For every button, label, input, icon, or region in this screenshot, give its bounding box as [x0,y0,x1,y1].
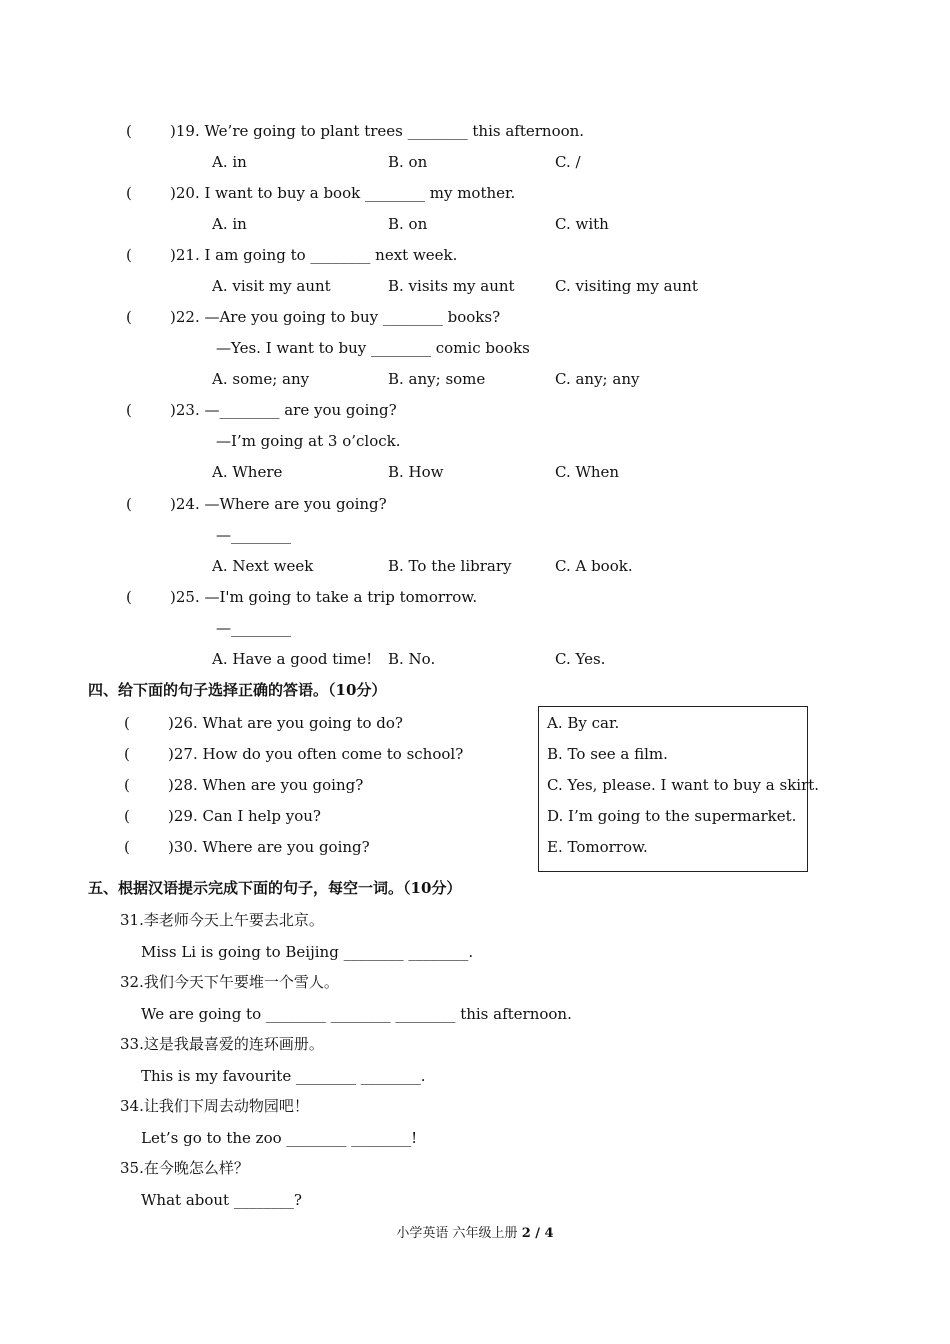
question-stem: )24. —Where are you going? [170,495,387,513]
chinese-prompt: 35.在今晚怎么样？ [120,1159,249,1177]
match-question: )26. What are you going to do? [168,714,403,732]
question-subline: —I’m going at 3 o’clock. [216,432,401,450]
answer-option: B. To see a film. [547,745,668,763]
question-stem: )25. —I'm going to take a trip tomorrow. [170,588,478,606]
answer-paren: ( [124,776,130,794]
english-sentence: This is my favourite ________ ________. [141,1067,426,1085]
match-question: )30. Where are you going? [168,838,370,856]
chinese-prompt: 33.这是我最喜爱的连环画册。 [120,1035,324,1053]
answer-paren: ( [126,122,132,140]
answer-paren: ( [126,184,132,202]
question-subline: —Yes. I want to buy ________ comic books [216,339,530,357]
answer-paren: ( [126,495,132,513]
answer-option: E. Tomorrow. [547,838,648,856]
answer-option: D. I’m going to the supermarket. [547,807,797,825]
option-b: B. on [388,215,428,233]
option-b: B. any; some [388,370,486,388]
option-a: A. in [212,153,247,171]
answer-paren: ( [124,807,130,825]
option-c: C. visiting my aunt [555,277,698,295]
option-c: C. / [555,153,581,171]
section4-heading: 四、给下面的句子选择正确的答语。（10分） [88,681,387,699]
option-a: A. some; any [212,370,310,388]
answer-paren: ( [124,714,130,732]
answer-paren: ( [124,838,130,856]
question-stem: )22. —Are you going to buy ________ books? [170,308,501,326]
option-c: C. with [555,215,609,233]
question-stem: )19. We’re going to plant trees ________ this afternoon. [170,122,585,140]
option-a: A. visit my aunt [212,277,331,295]
chinese-prompt: 32.我们今天下午要堆一个雪人。 [120,973,339,991]
option-c: C. Yes. [555,650,606,668]
chinese-prompt: 31.李老师今天上午要去北京。 [120,911,324,929]
option-c: C. When [555,463,620,481]
page-number: 2 / 4 [521,1226,554,1241]
match-question: )29. Can I help you? [168,807,321,825]
option-a: A. Have a good time! [212,650,373,668]
english-sentence: We are going to ________ ________ ________ this afternoon. [141,1005,572,1023]
option-b: B. on [388,153,428,171]
option-c: C. A book. [555,557,633,575]
option-b: B. To the library [388,557,512,575]
answer-paren: ( [126,588,132,606]
footer-subject: 小学英语 六年级上册 [396,1226,522,1241]
question-subline: —________ [216,619,291,637]
option-a: A. Where [212,463,283,481]
answer-option: A. By car. [547,714,620,732]
answer-paren: ( [126,246,132,264]
option-b: B. visits my aunt [388,277,515,295]
match-question: )27. How do you often come to school? [168,745,464,763]
english-sentence: What about ________? [141,1191,302,1209]
english-sentence: Miss Li is going to Beijing ________ ________. [141,943,474,961]
option-a: A. in [212,215,247,233]
answer-paren: ( [126,308,132,326]
option-b: B. No. [388,650,436,668]
option-b: B. How [388,463,444,481]
option-c: C. any; any [555,370,640,388]
option-a: A. Next week [212,557,314,575]
question-subline: —________ [216,526,291,544]
match-question: )28. When are you going? [168,776,364,794]
answer-paren: ( [124,745,130,763]
section5-heading: 五、根据汉语提示完成下面的句子，每空一词。（10分） [88,879,462,897]
answer-paren: ( [126,401,132,419]
english-sentence: Let’s go to the zoo ________ ________! [141,1129,418,1147]
answer-option: C. Yes, please. I want to buy a skirt. [547,776,820,794]
chinese-prompt: 34.让我们下周去动物园吧！ [120,1097,309,1115]
question-stem: )21. I am going to ________ next week. [170,246,458,264]
page-footer [0,1224,950,1244]
question-stem: )20. I want to buy a book ________ my mother. [170,184,516,202]
question-stem: )23. —________ are you going? [170,401,397,419]
